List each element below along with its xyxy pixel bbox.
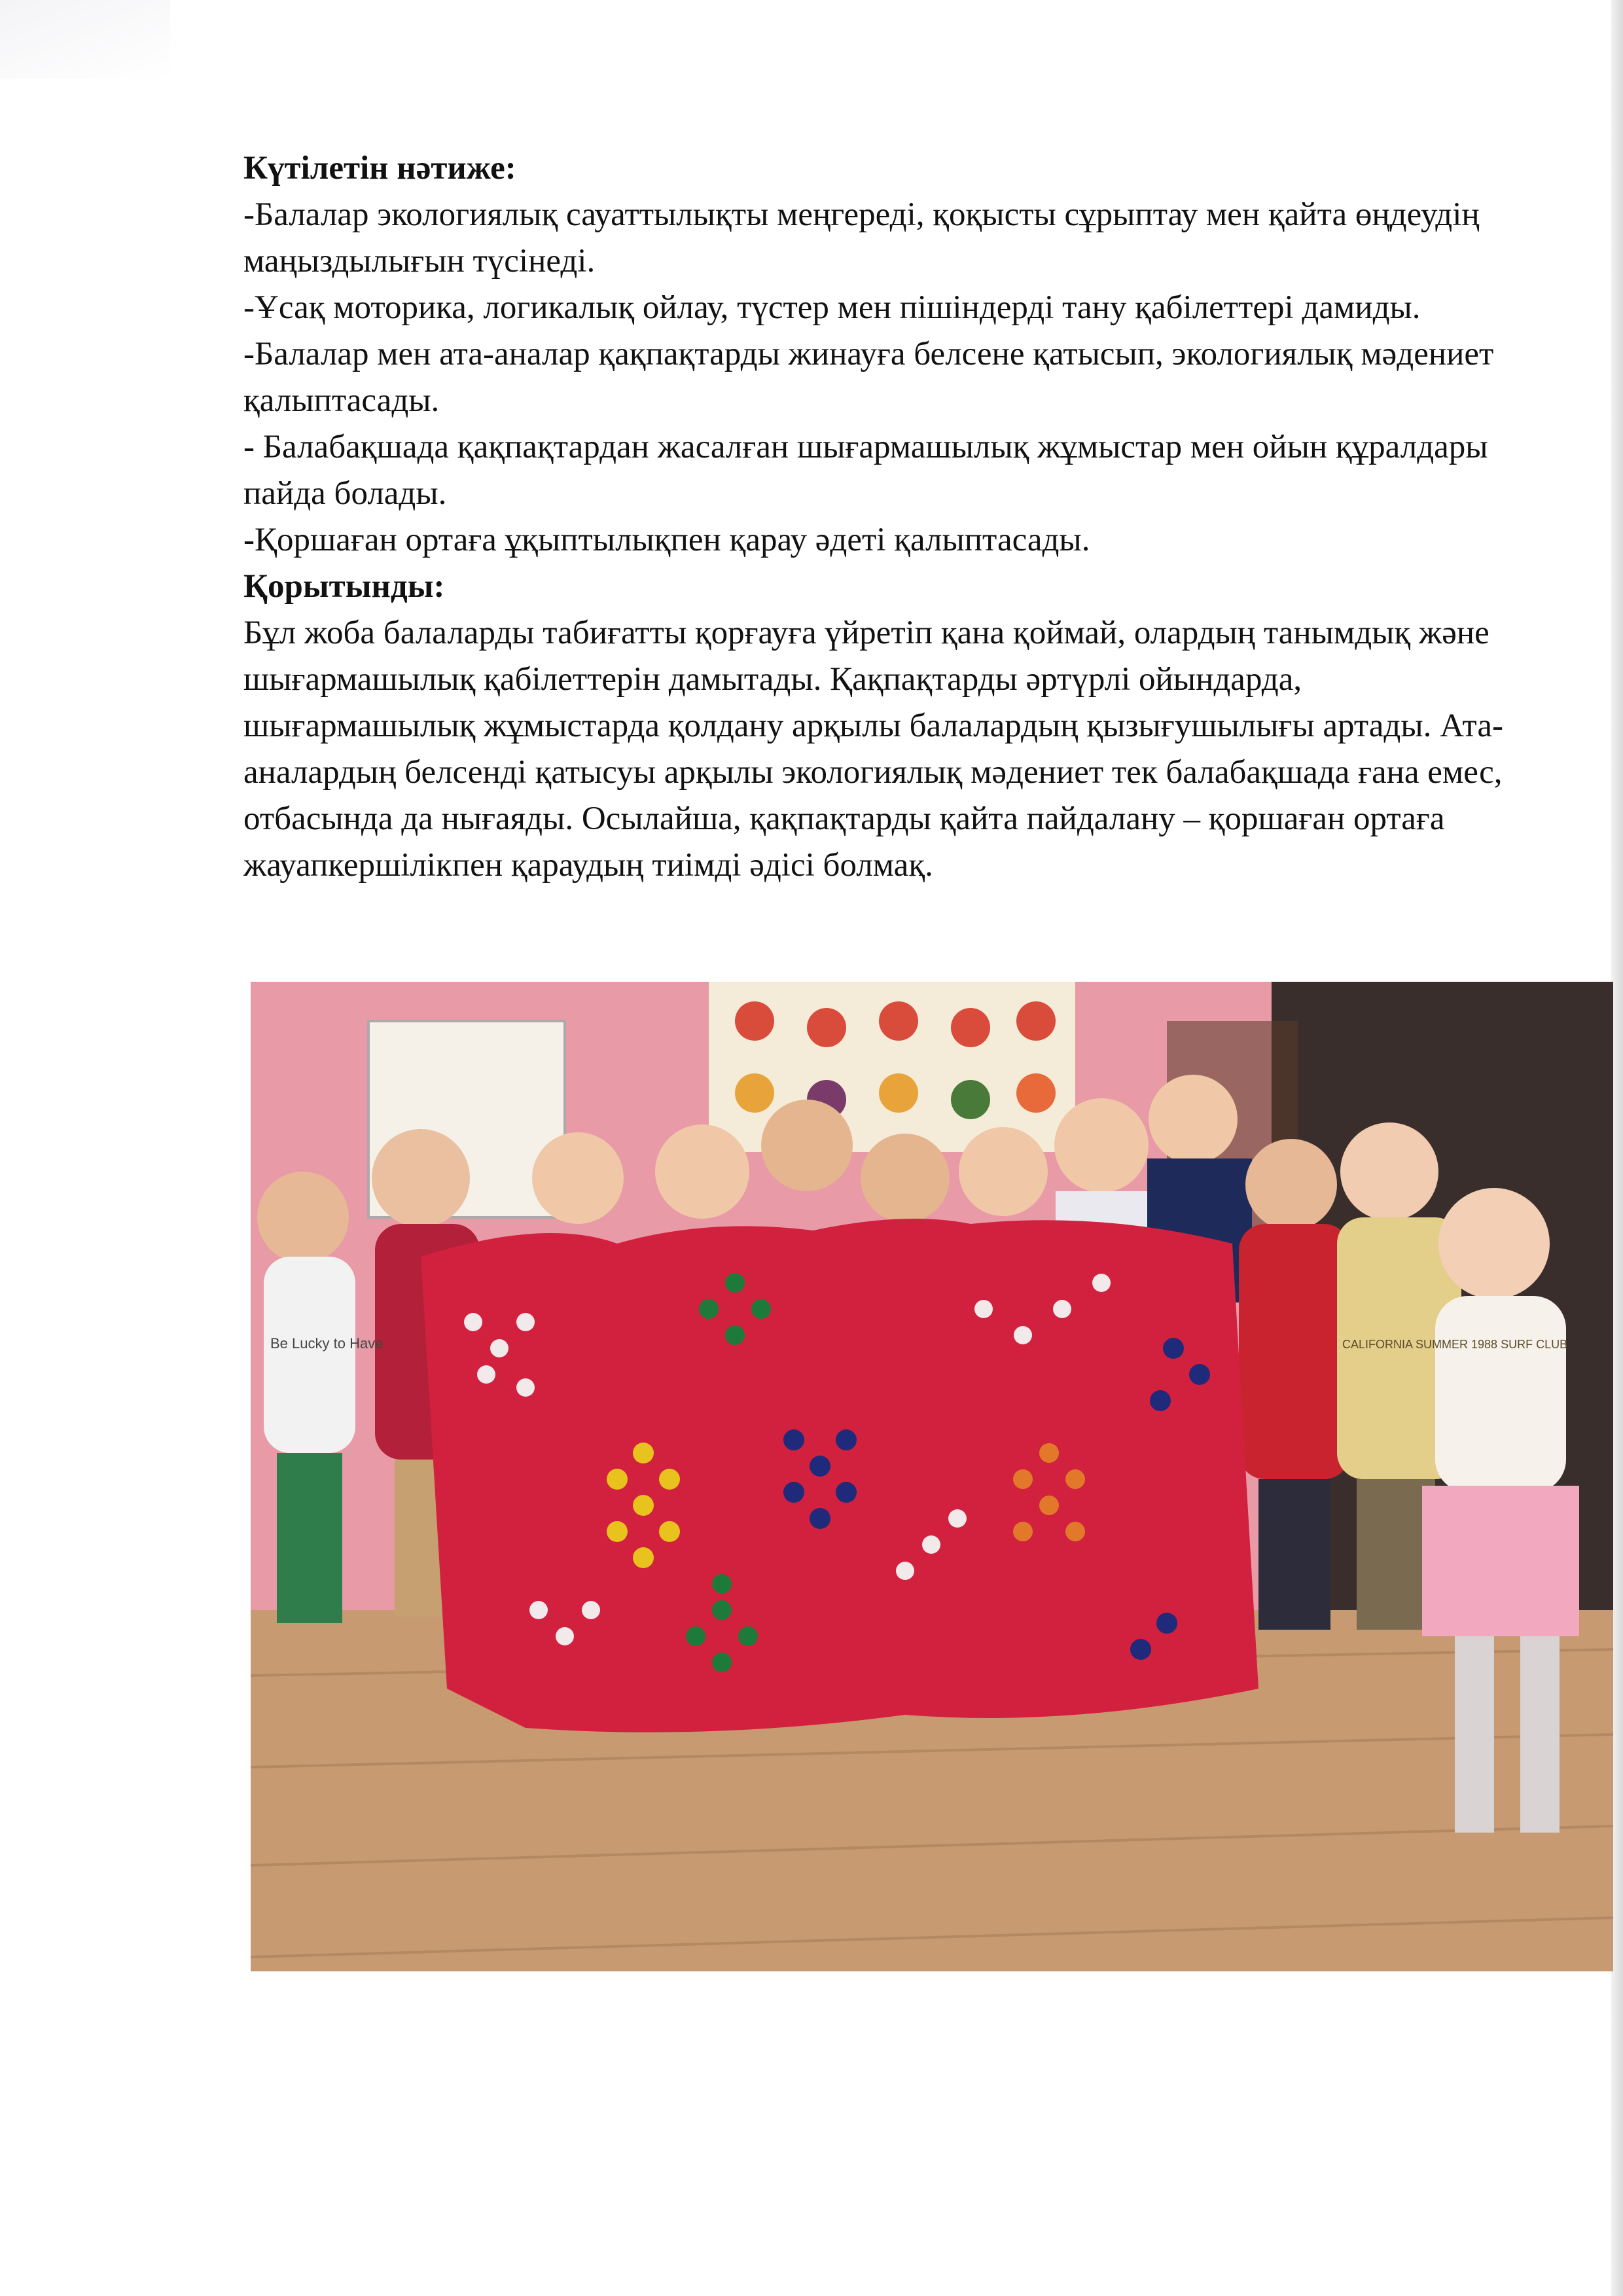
bottle-cap-blanket: [421, 1219, 1258, 1732]
result-item: -Балалар экологиялық сауаттылықты меңгереді, қоқысты сұрыптау мен қайта өңдеудің маңыздылығын түсінеді.: [243, 196, 1480, 279]
result-item: - Балабақшада қақпақтардан жасалған шығармашылық жұмыстар мен ойын құралдары пайда болады.: [243, 429, 1488, 512]
result-item: -Балалар мен ата-аналар қақпақтарды жинауға белсене қатысып, экологиялық мәдениет қалыптасады.: [243, 336, 1494, 419]
sweater-print-text: CALIFORNIA SUMMER 1988 SURF CLUB: [1342, 1338, 1568, 1351]
class-photo: [251, 982, 1613, 1971]
scan-fold-shadow: [0, 0, 170, 79]
photo-illustration: [251, 982, 1613, 1971]
result-item: -Қоршаған ортаға ұқыптылықпен қарау әдеті қалыптасады.: [243, 522, 1090, 558]
results-heading: Күтілетін нәтиже:: [243, 150, 516, 187]
conclusion-paragraph: Бұл жоба балаларды табиғатты қорғауға үйретіп қана қоймай, олардың танымдық және шығармашылық қабілеттерін дамытады. Қақпақтарды әртүрлі ойындарда, шығармашылық жұмыстарда қолдану арқылы балалардың қызығушылығы артады. Ата-аналардың белсенді қатысуы арқылы экологиялық мәдениет тек балабақшада ғана емес, отбасында да нығаяды. Осылайша, қақпақтарды қайта пайдалану – қоршаған ортаға жауапкершілікпен қараудың тиімді әдісі болмақ.: [243, 615, 1503, 884]
result-item: -Ұсақ моторика, логикалық ойлау, түстер мен пішіндерді тану қабілеттері дамиды.: [243, 289, 1421, 326]
shirt-print-text: Be Lucky to Have: [270, 1335, 383, 1352]
conclusion-heading: Қорытынды:: [243, 568, 445, 605]
document-text: [243, 145, 1526, 889]
